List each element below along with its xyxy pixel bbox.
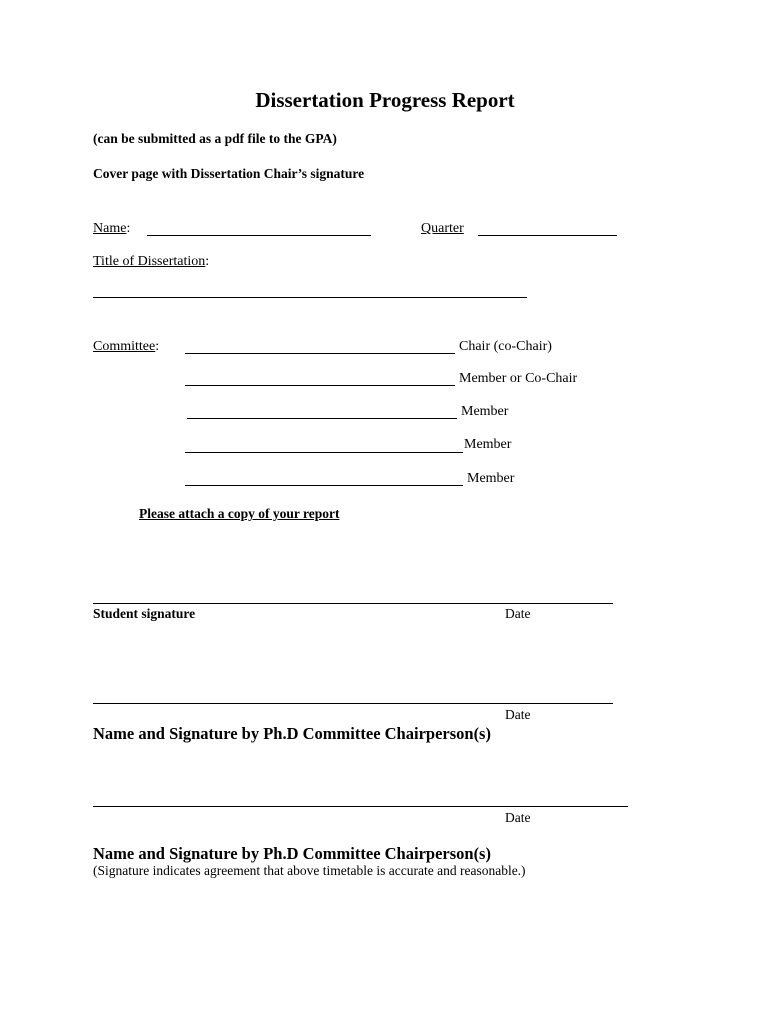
committee-member-line-3[interactable]	[185, 485, 463, 486]
quarter-field-line[interactable]	[478, 235, 617, 236]
student-signature-line[interactable]	[93, 603, 613, 604]
chair-date-label-1: Date	[505, 707, 531, 722]
quarter-label: Quarter	[421, 221, 464, 236]
chair-date-label-2: Date	[505, 810, 531, 825]
dissertation-title-label: Title of Dissertation:	[93, 254, 210, 269]
submission-note: (can be submitted as a pdf file to the GPA)	[93, 131, 337, 146]
committee-role-member-1: Member	[461, 404, 509, 419]
committee-role-member-3: Member	[467, 471, 515, 486]
student-signature-label: Student signature	[93, 606, 196, 621]
committee-chair-line[interactable]	[185, 353, 455, 354]
committee-role-member-cochair: Member or Co-Chair	[459, 371, 578, 386]
committee-role-member-2: Member	[464, 437, 512, 452]
attach-report-note: Please attach a copy of your report	[139, 506, 340, 521]
chair-signature-label-1: Name and Signature by Ph.D Committee Chairperson(s)	[93, 724, 491, 743]
committee-member-cochair-line[interactable]	[185, 385, 455, 386]
committee-member-line-1[interactable]	[187, 418, 457, 419]
student-date-label: Date	[505, 606, 531, 621]
dissertation-title-field-line[interactable]	[93, 297, 527, 298]
committee-label: Committee:	[93, 339, 160, 354]
page-title: Dissertation Progress Report	[255, 88, 515, 112]
name-label: Name:	[93, 221, 131, 236]
chair-signature-line-2[interactable]	[93, 806, 628, 807]
agreement-note: (Signature indicates agreement that above timetable is accurate and reasonable.)	[93, 863, 526, 878]
committee-role-chair: Chair (co-Chair)	[459, 339, 552, 354]
name-field-line[interactable]	[147, 235, 371, 236]
cover-note: Cover page with Dissertation Chair’s signature	[93, 166, 365, 181]
committee-member-line-2[interactable]	[185, 452, 463, 453]
chair-signature-line-1[interactable]	[93, 703, 613, 704]
chair-signature-label-2: Name and Signature by Ph.D Committee Chairperson(s)	[93, 844, 491, 863]
